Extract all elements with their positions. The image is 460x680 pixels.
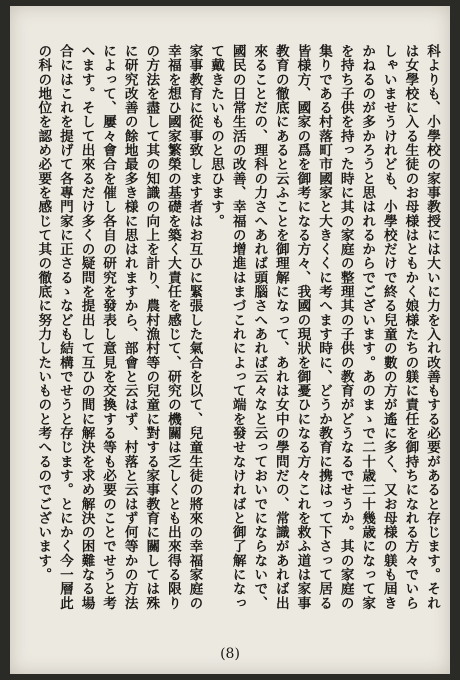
paragraph: 科よりも、小學校の家事教授には大いに力を入れ改善もする必要があると存じます。それは女學校に入る生徒のお母様はともかく娘様たちの躾に責任を御持ちになれる方々でいらしゃいませうけれども、小學校だけで終る兒童の數の方が遙に多く、又お母様の躾も屆きかねるのが多かろうと思はれるからでございます。あのまゝで二十歳二十幾歳になって家を持ち子供を持った時に其の家庭の整理其の子供の教育がどうなるでせうか。其の家庭の集りである村落町市國家と大きくくに考へます時に、どうか教育に携はって下さって居る皆様方、國家の爲を御考になる方々、我國の現狀を御憂ひになる方々これを救ふ道は家事教育の徹底にあると云ふことを御理解になって、あれは女中の學問だの、常識があれば出來ることだの、理科の力さへあれば頭腦さへあれば云々なと云っておいでにならないで、國民の日常生活の改善、幸福の增進はまづこれによって端を發せなければと御了解になって戴きたいものと思ひます。 bbox=[208, 44, 440, 610]
book-page bbox=[10, 6, 450, 674]
page-number: (8) bbox=[220, 646, 240, 662]
body-text bbox=[35, 44, 442, 624]
paragraph: 家事教育に從事致します者はお互ひに緊張した氣合を以て、兒童生徒の將來の幸福家庭の幸福を想ひ國家繁榮の基礎を築く大責任を感じて、研究の機關は乏しくとも出來得る限りの方法を盡して其の知識の向上を計り、農村漁村等の兒童に對する家事教育に關しては殊に研究改善の餘地最多き様に思はれますから、部會と云はず、村落と云はず何等かの方法によって、屢々會合を催し各自の研究を發表し意見を交換する等も必要のことでせうと考へます。そして出來るだけ多くの疑問を提出して互ひの間に解決を求め解決の困難なる場合にはこれを提げて各專門家に正さるゝなども結構でせうと存じます。とにかく今一層此の科の地位を認め必要を感じて其の徹底に努力したいものと考へるのでございます。 bbox=[35, 44, 203, 610]
